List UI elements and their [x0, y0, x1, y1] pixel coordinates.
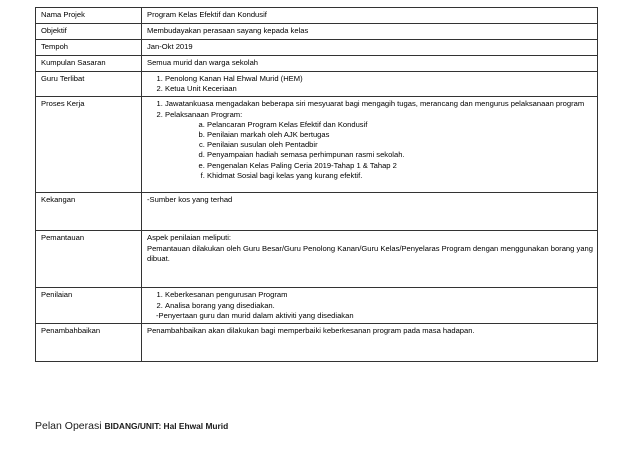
row-label: Pemantauan [36, 231, 142, 288]
table-row [36, 231, 598, 288]
row-label: Objektif [36, 24, 142, 40]
table-row [36, 288, 598, 324]
row-value [142, 288, 598, 324]
row-label: Penambahbaikan [36, 324, 142, 362]
row-label: Kumpulan Sasaran [36, 56, 142, 72]
row-label: Kekangan [36, 193, 142, 231]
table-row [36, 56, 598, 72]
table-row [36, 40, 598, 56]
row-label: Tempoh [36, 40, 142, 56]
list-item [165, 110, 593, 181]
table-row [36, 72, 598, 97]
footer-unit: BIDANG/UNIT: Hal Ehwal Murid [104, 421, 229, 431]
table-row [36, 324, 598, 362]
row-value: Penambahbaikan akan dilakukan bagi memperbaiki keberkesanan program pada masa hadapan. [142, 324, 598, 362]
monitoring-text: Pemantauan dilakukan oleh Guru Besar/Guru Penolong Kanan/Guru Kelas/Penyelaras Program dengan menggunakan borang yang dibuat. [147, 243, 593, 263]
row-value: Jan-Okt 2019 [142, 40, 598, 56]
process-sublist [165, 120, 593, 181]
page-footer [35, 420, 228, 432]
row-value: Program Kelas Efektif dan Kondusif [142, 8, 598, 24]
teachers-list [147, 74, 593, 94]
operation-plan-table [35, 7, 598, 362]
evaluation-list [147, 290, 593, 310]
row-value: -Sumber kos yang terhad [142, 193, 598, 231]
table-row [36, 193, 598, 231]
row-value: Semua murid dan warga sekolah [142, 56, 598, 72]
table-row [36, 8, 598, 24]
row-label: Penilaian [36, 288, 142, 324]
list-item: 1. Penolong Kanan Hal Ehwal Murid (HEM) [165, 74, 593, 84]
row-value [142, 231, 598, 288]
evaluation-note: -Penyertaan guru dan murid dalam aktiviti yang disediakan [156, 310, 354, 320]
list-item: 1. Jawatankuasa mengadakan beberapa siri mesyuarat bagi mengagih tugas, merancang dan mengurus pelaksanaan program [165, 99, 593, 109]
table-row [36, 97, 598, 193]
sublist-item: c. Penilaian susulan oleh Pentadbir [207, 140, 593, 150]
list-item: 2. Analisa borang yang disediakan. [165, 301, 593, 311]
row-value: Membudayakan perasaan sayang kepada kelas [142, 24, 598, 40]
row-label: Nama Projek [36, 8, 142, 24]
row-label: Proses Kerja [36, 97, 142, 193]
sublist-item: d. Penyampaian hadiah semasa perhimpunan rasmi sekolah. [207, 150, 593, 160]
list-item: 1. Keberkesanan pengurusan Program [165, 290, 593, 300]
footer-title: Pelan Operasi [35, 420, 102, 432]
list-item-label: Pelaksanaan Program: [165, 109, 243, 119]
monitoring-intro: Aspek penilaian meliputi: [147, 233, 232, 243]
list-item: 2. Ketua Unit Keceriaan [165, 84, 593, 94]
sublist-item: e. Pengenalan Kelas Paling Ceria 2019-Tahap 1 & Tahap 2 [207, 161, 593, 171]
sublist-item: f. Khidmat Sosial bagi kelas yang kurang efektif. [207, 171, 593, 181]
table-row [36, 24, 598, 40]
sublist-item: b. Penilaian markah oleh AJK bertugas [207, 130, 593, 140]
row-value [142, 97, 598, 193]
row-value [142, 72, 598, 97]
process-list [147, 99, 593, 181]
sublist-item: a. Pelancaran Program Kelas Efektif dan Kondusif [207, 120, 593, 130]
row-label: Guru Terlibat [36, 72, 142, 97]
